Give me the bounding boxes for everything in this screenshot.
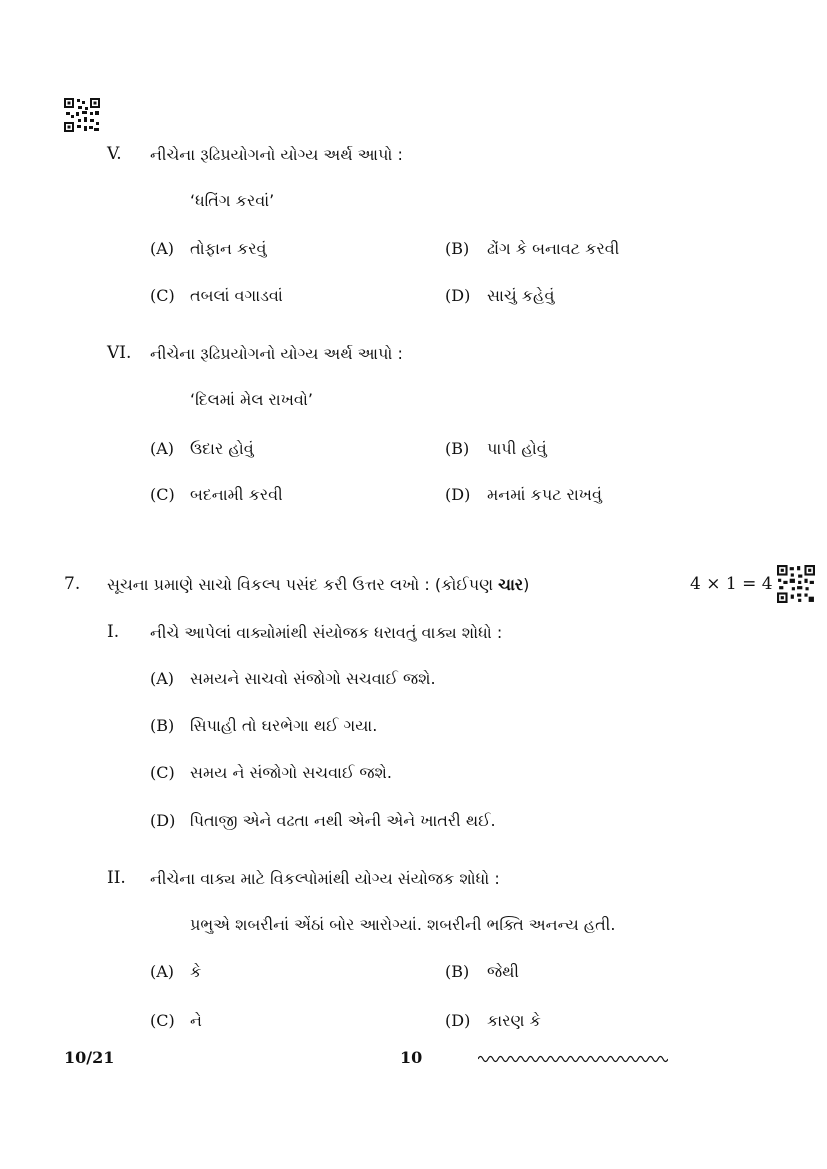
qr-code-right — [777, 565, 815, 603]
wavy-line-decoration — [478, 1054, 668, 1064]
option-text: સાચું કહેવું — [487, 286, 555, 305]
option-letter: (C) — [150, 286, 175, 305]
option-letter: (D) — [445, 1011, 471, 1030]
question-number: 7. — [64, 574, 81, 594]
option-letter: (B) — [445, 439, 470, 458]
option-letter: (C) — [150, 1011, 175, 1030]
option-letter: (D) — [150, 811, 176, 830]
subquestion-number: II. — [107, 868, 126, 888]
page-number: 10 — [400, 1048, 423, 1067]
option-text: ઉદાર હોવું — [190, 439, 254, 458]
option-letter: (B) — [445, 962, 470, 981]
subquestion-number: I. — [107, 622, 120, 642]
footer-code: 10/21 — [64, 1048, 115, 1067]
option-text: તોફાન કરવું — [190, 239, 267, 258]
question-text: નીચેના રૂઢિપ્રયોગનો યોગ્ય અર્થ આપો : — [150, 344, 403, 363]
question-number: VI. — [107, 343, 132, 363]
option-letter: (A) — [150, 239, 175, 258]
option-letter: (C) — [150, 485, 175, 504]
option-text: ને — [190, 1011, 202, 1030]
subquestion-text: નીચેના વાક્ય માટે વિકલ્પોમાંથી યોગ્ય સંયોજક શોધો : — [150, 869, 500, 888]
option-text: કે — [190, 962, 202, 981]
option-text: કારણ કે — [487, 1011, 541, 1030]
option-letter: (B) — [445, 239, 470, 258]
question-number: V. — [107, 144, 122, 164]
option-letter: (B) — [150, 716, 175, 735]
option-letter: (A) — [150, 962, 175, 981]
given-sentence: પ્રભુએ શબરીનાં એંઠાં બોર આરોગ્યાં. શબરીની ભક્તિ અનન્ય હતી. — [190, 915, 616, 934]
idiom-phrase: ‘દિલમાં મેલ રાખવો’ — [190, 390, 313, 409]
option-text: પાપી હોવું — [487, 439, 547, 458]
qr-code-top-left — [64, 98, 100, 132]
option-text: તબલાં વગાડવાં — [190, 286, 283, 305]
option-letter: (C) — [150, 763, 175, 782]
option-text: પિતાજી એને વઢતા નથી એની એને ખાતરી થઈ. — [190, 811, 496, 830]
option-letter: (A) — [150, 439, 175, 458]
option-letter: (A) — [150, 669, 175, 688]
question-text: નીચેના રૂઢિપ્રયોગનો યોગ્ય અર્થ આપો : — [150, 145, 403, 164]
option-text: સમયને સાચવો સંજોગો સચવાઈ જશે. — [190, 669, 436, 688]
option-text: સમય ને સંજોગો સચવાઈ જશે. — [190, 763, 392, 782]
subquestion-text: નીચે આપેલાં વાક્યોમાંથી સંયોજક ધરાવતું વાક્ય શોધો : — [150, 623, 503, 642]
idiom-phrase: ‘ધતિંગ કરવાં’ — [190, 191, 275, 210]
question-instruction: સૂચના પ્રમાણે સાચો વિકલ્પ પસંદ કરી ઉત્તર લખો : (કોઈપણ ચાર) — [107, 575, 530, 594]
option-text: બદનામી કરવી — [190, 485, 283, 504]
option-text: સિપાહી તો ઘરભેગા થઈ ગયા. — [190, 716, 378, 735]
option-letter: (D) — [445, 485, 471, 504]
option-text: ઢોંગ કે બનાવટ કરવી — [487, 239, 620, 258]
option-text: મનમાં કપટ રાખવું — [487, 485, 602, 504]
option-text: જેથી — [487, 962, 519, 981]
marks-label: 4 × 1 = 4 — [690, 574, 773, 594]
option-letter: (D) — [445, 286, 471, 305]
